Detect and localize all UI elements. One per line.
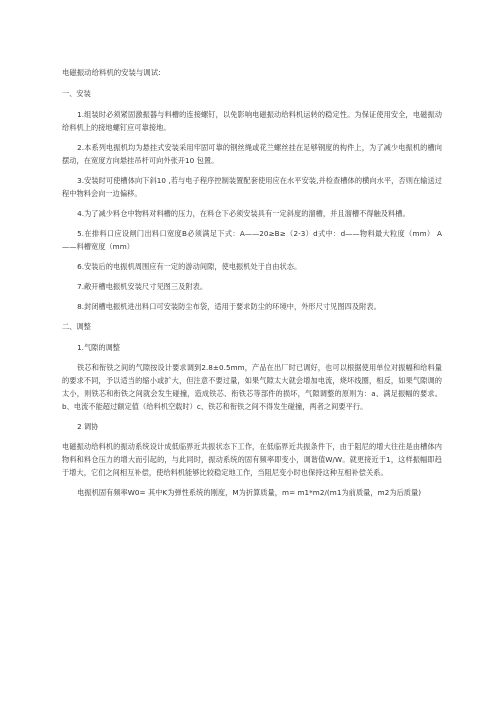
section-heading-installation: 一、安装 bbox=[62, 89, 91, 98]
installation-item-4: 4.为了减少料仓中物料对料槽的压力，在料仓下必须安装具有一定斜度的溜槽，并且溜槽不得触及料槽。 bbox=[77, 209, 410, 218]
natural-frequency-paragraph: 电振机固有频率W0= 其中K为弹性系统的刚度，M为折算质量，m= m1*m2/(m1为前质量，m2为后质量) bbox=[77, 488, 422, 497]
subsection-heading-air-gap: 1.气隙的调整 bbox=[77, 343, 120, 352]
section-heading-adjustment: 二、调整 bbox=[62, 322, 91, 331]
air-gap-paragraph: 铁芯和衔铁之间的气隙按设计要求调到2.8±0.5mm，产品在出厂时已调好，也可以根据使用单位对振幅和给料量的要求不同，予以适当的缩小或扩大，但注意不要过量，如果气隙太大就会增加电流，烧坏线圈，相反，如果气隙调的太小，则铁芯和衔铁之间就会发生碰撞，造成铁芯、衔铁芯等部件的损坏，气隙调整的原则为：a、满足振幅的要求。b、电流不能超过额定值（给料机空载时）c、铁芯和衔铁之间不得发生碰撞，两者之间要平行。 bbox=[62, 363, 442, 411]
installation-item-6: 6.安装后的电振机周围应有一定的游动间隙，使电振机处于自由状态。 bbox=[77, 262, 302, 271]
document-title: 电磁振动给料机的安装与调试: bbox=[62, 68, 161, 77]
tuning-paragraph: 电磁振动给料机的振动系统设计成低临界近共振状态下工作，在低临界近共振条件下，由于阻尼的增大往往是由槽体内物料和料仓压力的增大而引起的，与此同时，振动系统的固有频率即变小，调谐值W/W。就更接近于1，这样振幅即趋于增大，它们之间相互补偿，使给料机能够比较稳定地工作，当阻尼变小时也保持这种互相补偿关系。 bbox=[62, 442, 442, 477]
installation-item-8: 8.封闭槽电振机进出料口可安装防尘布袋，适用于要求防尘的环境中，外形尺寸见图四及附表。 bbox=[77, 302, 381, 311]
installation-item-7: 7.敞开槽电振机安装尺寸见图三及附表。 bbox=[77, 282, 208, 291]
installation-item-3: 3.安装时可使槽体向下斜10 ,若与电子程序控制装置配套使用应在水平安装,并检查槽体的横向水平，否则在输送过程中物料会向一边偏移。 bbox=[62, 176, 442, 198]
installation-item-5: 5.在排料口应设闸门出料口宽度B必须满足下式：A——20≥B≥（2-3）d式中：d——物料最大粒度（mm） A——料槽宽度（mm） bbox=[62, 229, 442, 251]
installation-item-1: 1.组装时必须紧固激振器与料槽的连接螺钉，以免影响电磁振动给料机运转的稳定性。为保证使用安全，电磁振动给料机上的接地螺钉应可靠接地。 bbox=[62, 110, 442, 132]
installation-item-2: 2.本系列电振机均为悬挂式安装采用牢固可靠的钢丝绳或花兰螺丝挂在足够钢度的构件上，为了减少电振机的槽向摆动，在宽度方向悬挂吊杆可向外张开10 包置。 bbox=[62, 143, 442, 165]
subsection-heading-tuning: 2 调协 bbox=[77, 422, 99, 431]
